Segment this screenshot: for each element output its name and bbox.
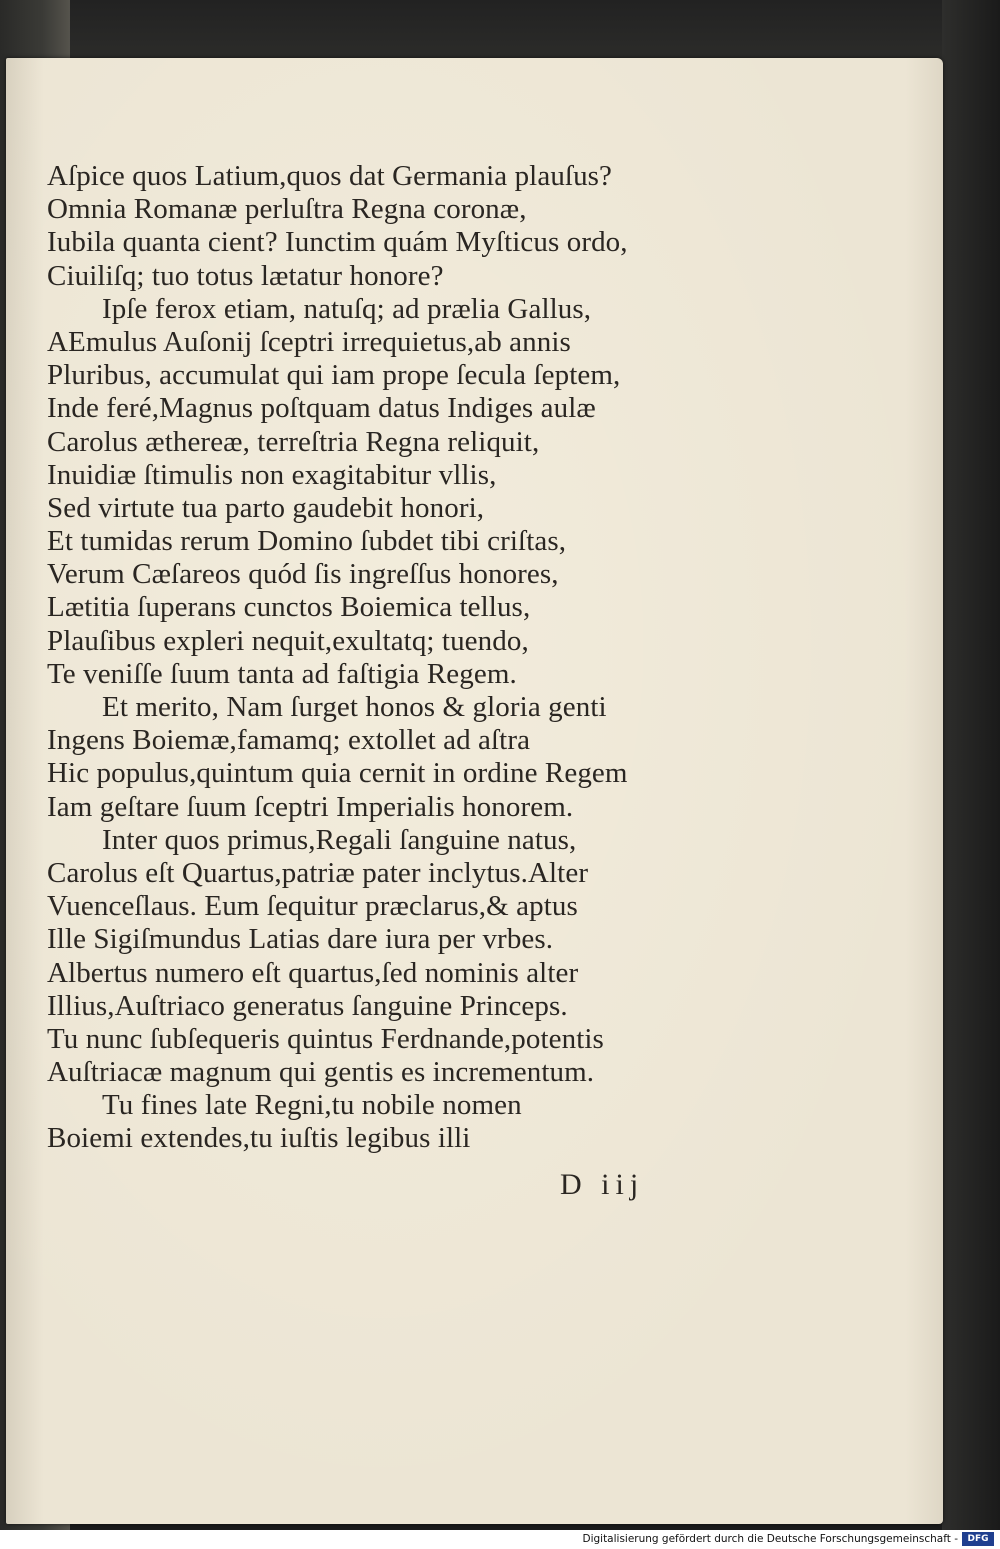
verse-line: Te veniſſe ſuum tanta ad faſtigia Regem.	[47, 657, 517, 690]
verse-line: Pluribus, accumulat qui iam prope ſecula ſeptem,	[47, 359, 621, 392]
verse-line: Iubila quanta cient? Iunctim quám Myſticus ordo,	[47, 226, 628, 259]
verse-line: Et tumidas rerum Domino ſubdet tibi criſtas,	[47, 525, 567, 558]
top-background-strip	[0, 0, 1000, 62]
right-background-strip	[942, 0, 1000, 1530]
verse-line: Inter quos primus,Regali ſanguine natus,	[102, 823, 577, 856]
verse-line: Tu fines late Regni,tu nobile nomen	[102, 1089, 522, 1122]
verse-text-block	[47, 160, 747, 1156]
verse-line: Illius,Auſtriaco generatus ſanguine Princeps.	[47, 989, 568, 1022]
verse-line: Inuidiæ ſtimulis non exagitabitur vllis,	[47, 458, 497, 491]
signature-mark: D iij	[560, 1168, 645, 1201]
verse-line: Hic populus,quintum quia cernit in ordine Regem	[47, 757, 628, 790]
verse-line: Sed virtute tua parto gaudebit honori,	[47, 491, 485, 524]
verse-line: AEmulus Auſonij ſceptri irrequietus,ab annis	[47, 325, 571, 358]
verse-line: Albertus numero eſt quartus,ſed nominis alter	[47, 956, 579, 989]
verse-line: Inde feré,Magnus poſtquam datus Indiges aulæ	[47, 392, 596, 425]
verse-line: Carolus eſt Quartus,patriæ pater inclytus.Alter	[47, 856, 589, 889]
verse-line: Iam geſtare ſuum ſceptri Imperialis honorem.	[47, 790, 574, 823]
footer-credit: Digitalisierung gefördert durch die Deutsche Forschungsgemeinschaft -	[582, 1533, 958, 1545]
verse-line: Ipſe ferox etiam, natuſq; ad prælia Gallus,	[102, 292, 592, 325]
verse-line: Omnia Romanæ perluſtra Regna coronæ,	[47, 193, 527, 226]
verse-line: Auſtriacæ magnum qui gentis es incrementum.	[47, 1056, 595, 1089]
dfg-logo: DFG	[962, 1532, 994, 1546]
verse-line: Ingens Boiemæ,famamq; extollet ad aſtra	[47, 724, 531, 757]
verse-line: Tu nunc ſubſequeris quintus Ferdnande,potentis	[47, 1022, 604, 1055]
verse-line: Ciuiliſq; tuo totus lætatur honore?	[47, 259, 444, 292]
verse-line: Vuenceſlaus. Eum ſequitur præclarus,& aptus	[47, 890, 578, 923]
verse-line: Plauſibus expleri nequit,exultatq; tuendo,	[47, 624, 529, 657]
verse-line: Carolus æthereæ, terreſtria Regna reliquit,	[47, 425, 540, 458]
verse-line: Boiemi extendes,tu iuſtis legibus illi	[47, 1122, 471, 1155]
verse-line: Et merito, Nam ſurget honos & gloria genti	[102, 691, 607, 723]
verse-line: Ille Sigiſmundus Latias dare iura per vrbes.	[47, 923, 554, 956]
verse-line: Aſpice quos Latium,quos dat Germania plauſus?	[47, 160, 613, 192]
verse-line: Verum Cæſareos quód ſis ingreſſus honores,	[47, 558, 559, 591]
verse-line: Lætitia ſuperans cunctos Boiemica tellus,	[47, 591, 531, 624]
